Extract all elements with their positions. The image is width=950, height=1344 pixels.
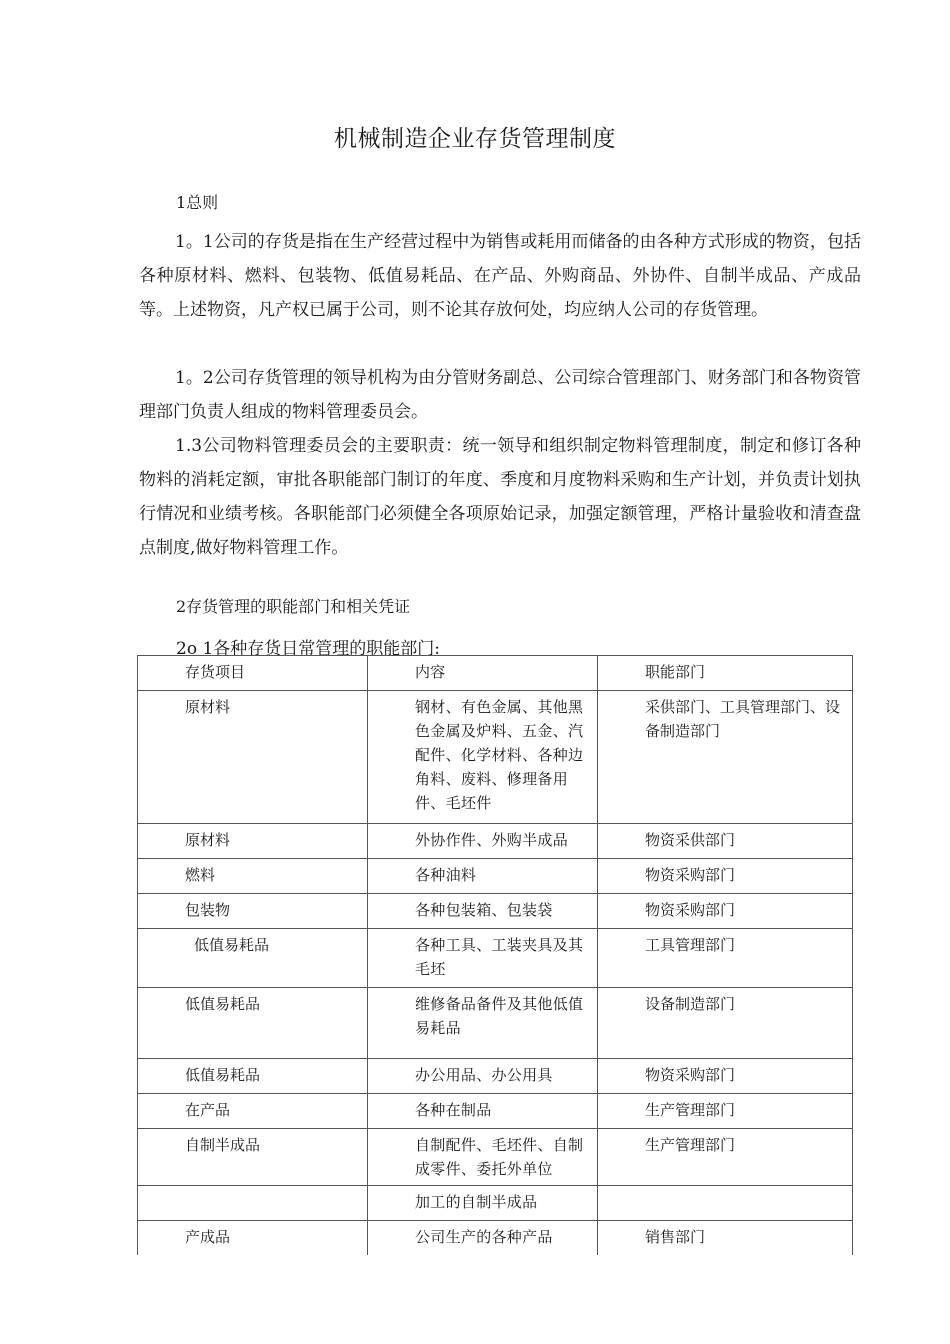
cell-department: 生产管理部门 bbox=[598, 1094, 853, 1129]
cell-item: 燃料 bbox=[138, 859, 368, 894]
cell-item bbox=[138, 1186, 368, 1221]
cell-department: 工具管理部门 bbox=[598, 929, 853, 988]
inventory-departments-table bbox=[137, 655, 853, 1255]
cell-item: 低值易耗品 bbox=[138, 929, 368, 988]
cell-department: 物资采供部门 bbox=[598, 824, 853, 859]
cell-department bbox=[598, 1186, 853, 1221]
table-header-row bbox=[138, 656, 853, 691]
paragraph-1-3: 1.3公司物料管理委员会的主要职责：统一领导和组织制定物料管理制度，制定和修订各种物料的消耗定额，审批各职能部门制订的年度、季度和月度物料采购和生产计划，并负责计划执行情况和业绩考核。各职能部门必须健全各项原始记录，加强定额管理，严格计量验收和清查盘点制度,做好物料管理工作。 bbox=[139, 436, 861, 558]
cell-department: 设备制造部门 bbox=[598, 988, 853, 1059]
cell-department: 销售部门 bbox=[598, 1221, 853, 1256]
paragraph-1-2: 1。2公司存货管理的领导机构为由分管财务副总、公司综合管理部门、财务部门和各物资管理部门负责人组成的物料管理委员会。 bbox=[139, 368, 861, 422]
cell-item: 原材料 bbox=[138, 691, 368, 824]
table-caption: 2o 1各种存货日常管理的职能部门: bbox=[176, 639, 440, 659]
cell-item: 产成品 bbox=[138, 1221, 368, 1256]
cell-content: 办公用品、办公用具 bbox=[368, 1059, 598, 1094]
cell-item: 包装物 bbox=[138, 894, 368, 929]
header-department: 职能部门 bbox=[598, 656, 853, 691]
table-row bbox=[138, 988, 853, 1059]
cell-department: 物资采购部门 bbox=[598, 894, 853, 929]
header-item: 存货项目 bbox=[138, 656, 368, 691]
table-row bbox=[138, 929, 853, 988]
table-row bbox=[138, 1094, 853, 1129]
cell-department: 物资采购部门 bbox=[598, 1059, 853, 1094]
cell-content: 各种在制品 bbox=[368, 1094, 598, 1129]
document-title: 机械制造企业存货管理制度 bbox=[334, 126, 616, 152]
cell-content: 钢材、有色金属、其他黑色金属及炉料、五金、汽配件、化学材料、各种边角料、废料、修理备用件、毛坯件 bbox=[368, 691, 598, 824]
table-row bbox=[138, 1221, 853, 1256]
table-row bbox=[138, 1059, 853, 1094]
paragraph-1-1: 1。1公司的存货是指在生产经营过程中为销售或耗用而储备的由各种方式形成的物资，包括各种原材料、燃料、包装物、低值易耗品、在产品、外购商品、外协件、自制半成品、产成品等。上述物资，凡产权已属于公司，则不论其存放何处，均应纳人公司的存货管理。 bbox=[139, 232, 861, 320]
cell-content: 各种工具、工装夹具及其毛坯 bbox=[368, 929, 598, 988]
cell-content: 维修备品备件及其他低值易耗品 bbox=[368, 988, 598, 1059]
cell-item: 在产品 bbox=[138, 1094, 368, 1129]
cell-department: 采供部门、工具管理部门、设备制造部门 bbox=[598, 691, 853, 824]
table-row bbox=[138, 824, 853, 859]
section-2-heading: 2存货管理的职能部门和相关凭证 bbox=[176, 597, 411, 616]
cell-content: 自制配件、毛坯件、自制成零件、委托外单位 bbox=[368, 1129, 598, 1186]
table-row bbox=[138, 859, 853, 894]
cell-item: 自制半成品 bbox=[138, 1129, 368, 1186]
cell-item: 原材料 bbox=[138, 824, 368, 859]
cell-item: 低值易耗品 bbox=[138, 1059, 368, 1094]
cell-content: 各种包装箱、包装袋 bbox=[368, 894, 598, 929]
cell-item: 低值易耗品 bbox=[138, 988, 368, 1059]
header-content: 内容 bbox=[368, 656, 598, 691]
cell-content: 加工的自制半成品 bbox=[368, 1186, 598, 1221]
cell-department: 物资采购部门 bbox=[598, 859, 853, 894]
cell-content: 公司生产的各种产品 bbox=[368, 1221, 598, 1256]
section-1-heading: 1总则 bbox=[176, 193, 219, 212]
table-row bbox=[138, 691, 853, 824]
table-row bbox=[138, 1186, 853, 1221]
table-row bbox=[138, 894, 853, 929]
cell-department: 生产管理部门 bbox=[598, 1129, 853, 1186]
cell-content: 外协作件、外购半成品 bbox=[368, 824, 598, 859]
cell-content: 各种油料 bbox=[368, 859, 598, 894]
table-row bbox=[138, 1129, 853, 1186]
